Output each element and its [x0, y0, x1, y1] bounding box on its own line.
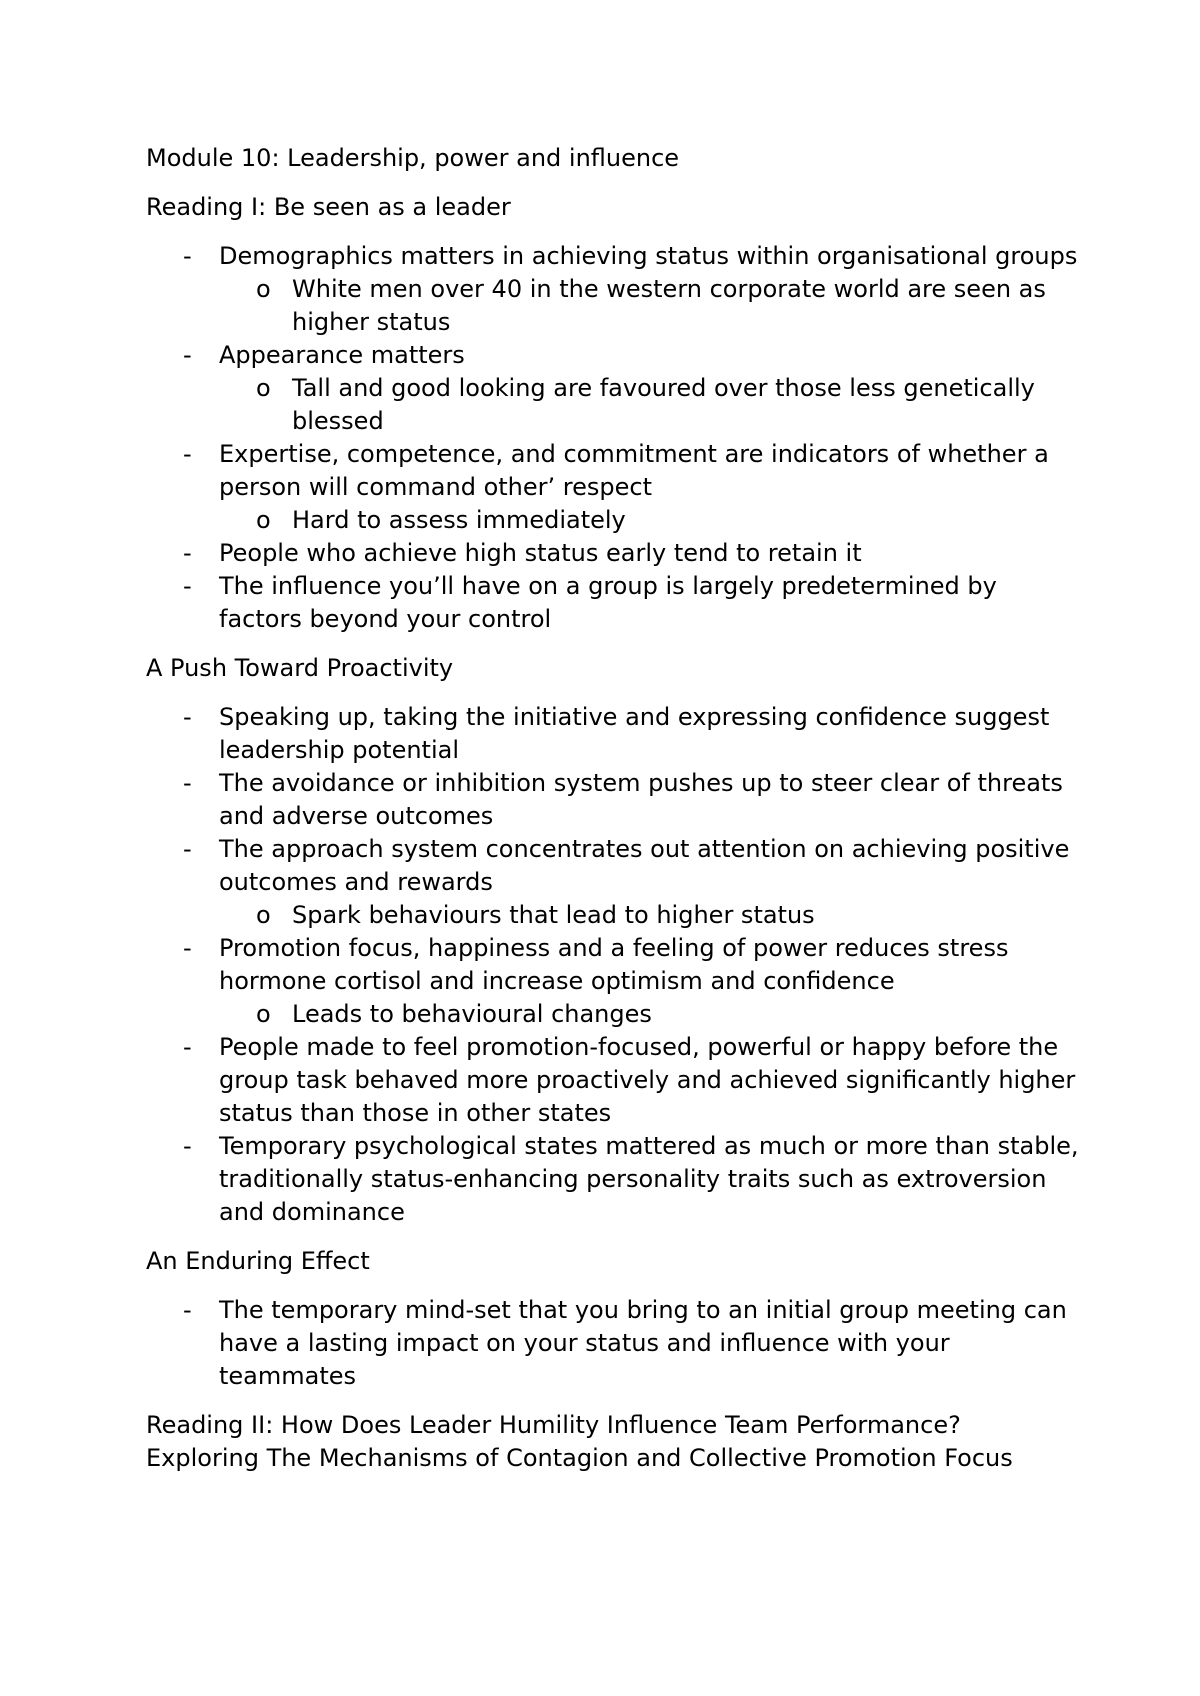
sub-list-item: o Spark behaviours that lead to higher status	[146, 899, 1086, 932]
sub-list-item: o Tall and good looking are favoured over those less genetically blessed	[256, 374, 1035, 435]
list-item: - People who achieve high status early tend to retain it	[146, 537, 1086, 570]
list-item: - The temporary mind-set that you bring to an initial group meeting can have a lasting impact on your status and influence with your teammates	[183, 1296, 1067, 1390]
dash-bullet-icon: -	[183, 769, 192, 797]
dash-bullet-icon: -	[183, 341, 192, 369]
dash-bullet-icon: -	[183, 440, 192, 468]
bullet-list-reading-1	[146, 240, 1086, 636]
circle-bullet-icon: o	[256, 506, 271, 534]
list-item: - Expertise, competence, and commitment are indicators of whether a person will command other’ respect	[183, 440, 1049, 501]
section-heading-proactivity: A Push Toward Proactivity	[146, 654, 454, 682]
circle-bullet-icon: o	[256, 1000, 271, 1028]
list-item: - Appearance matters	[146, 339, 1086, 372]
list-item: - The influence you’ll have on a group is largely predetermined by factors beyond your control	[183, 572, 997, 633]
reading-2-heading-line-1: Reading II: How Does Leader Humility Influence Team Performance?	[146, 1411, 961, 1439]
list-item: - Temporary psychological states mattered as much or more than stable, traditionally status-enhancing personality traits such as extroversion and dominance	[183, 1132, 1079, 1226]
bullet-list-enduring-effect	[146, 1294, 1086, 1393]
sub-list-item: o Leads to behavioural changes	[146, 998, 1086, 1031]
document-title: Module 10: Leadership, power and influence	[146, 144, 680, 172]
dash-bullet-icon: -	[183, 242, 192, 270]
circle-bullet-icon: o	[256, 275, 271, 303]
dash-bullet-icon: -	[183, 934, 192, 962]
circle-bullet-icon: o	[256, 374, 271, 402]
dash-bullet-icon: -	[183, 703, 192, 731]
list-item: - The approach system concentrates out attention on achieving positive outcomes and rewards	[183, 835, 1070, 896]
section-heading-reading-1: Reading I: Be seen as a leader	[146, 193, 511, 221]
dash-bullet-icon: -	[183, 835, 192, 863]
bullet-list-proactivity	[146, 701, 1086, 1229]
dash-bullet-icon: -	[183, 539, 192, 567]
dash-bullet-icon: -	[183, 572, 192, 600]
section-heading-enduring-effect: An Enduring Effect	[146, 1247, 370, 1275]
reading-2-heading-line-2: Exploring The Mechanisms of Contagion and Collective Promotion Focus	[146, 1444, 1013, 1472]
dash-bullet-icon: -	[183, 1033, 192, 1061]
list-item: - Speaking up, taking the initiative and expressing confidence suggest leadership potential	[183, 703, 1050, 764]
sub-list-item: o Hard to assess immediately	[146, 504, 1086, 537]
list-item: - People made to feel promotion-focused, powerful or happy before the group task behaved more proactively and achieved significantly higher status than those in other states	[183, 1033, 1076, 1127]
list-item: - Promotion focus, happiness and a feeling of power reduces stress hormone cortisol and increase optimism and confidence	[183, 934, 1009, 995]
list-item: - Demographics matters in achieving status within organisational groups	[146, 240, 1086, 273]
dash-bullet-icon: -	[183, 1296, 192, 1324]
list-item: - The avoidance or inhibition system pushes up to steer clear of threats and adverse outcomes	[183, 769, 1063, 830]
dash-bullet-icon: -	[183, 1132, 192, 1160]
document-page	[146, 142, 1086, 1491]
section-heading-reading-2	[146, 1409, 1086, 1475]
sub-list-item: o White men over 40 in the western corporate world are seen as higher status	[256, 275, 1046, 336]
circle-bullet-icon: o	[256, 901, 271, 929]
